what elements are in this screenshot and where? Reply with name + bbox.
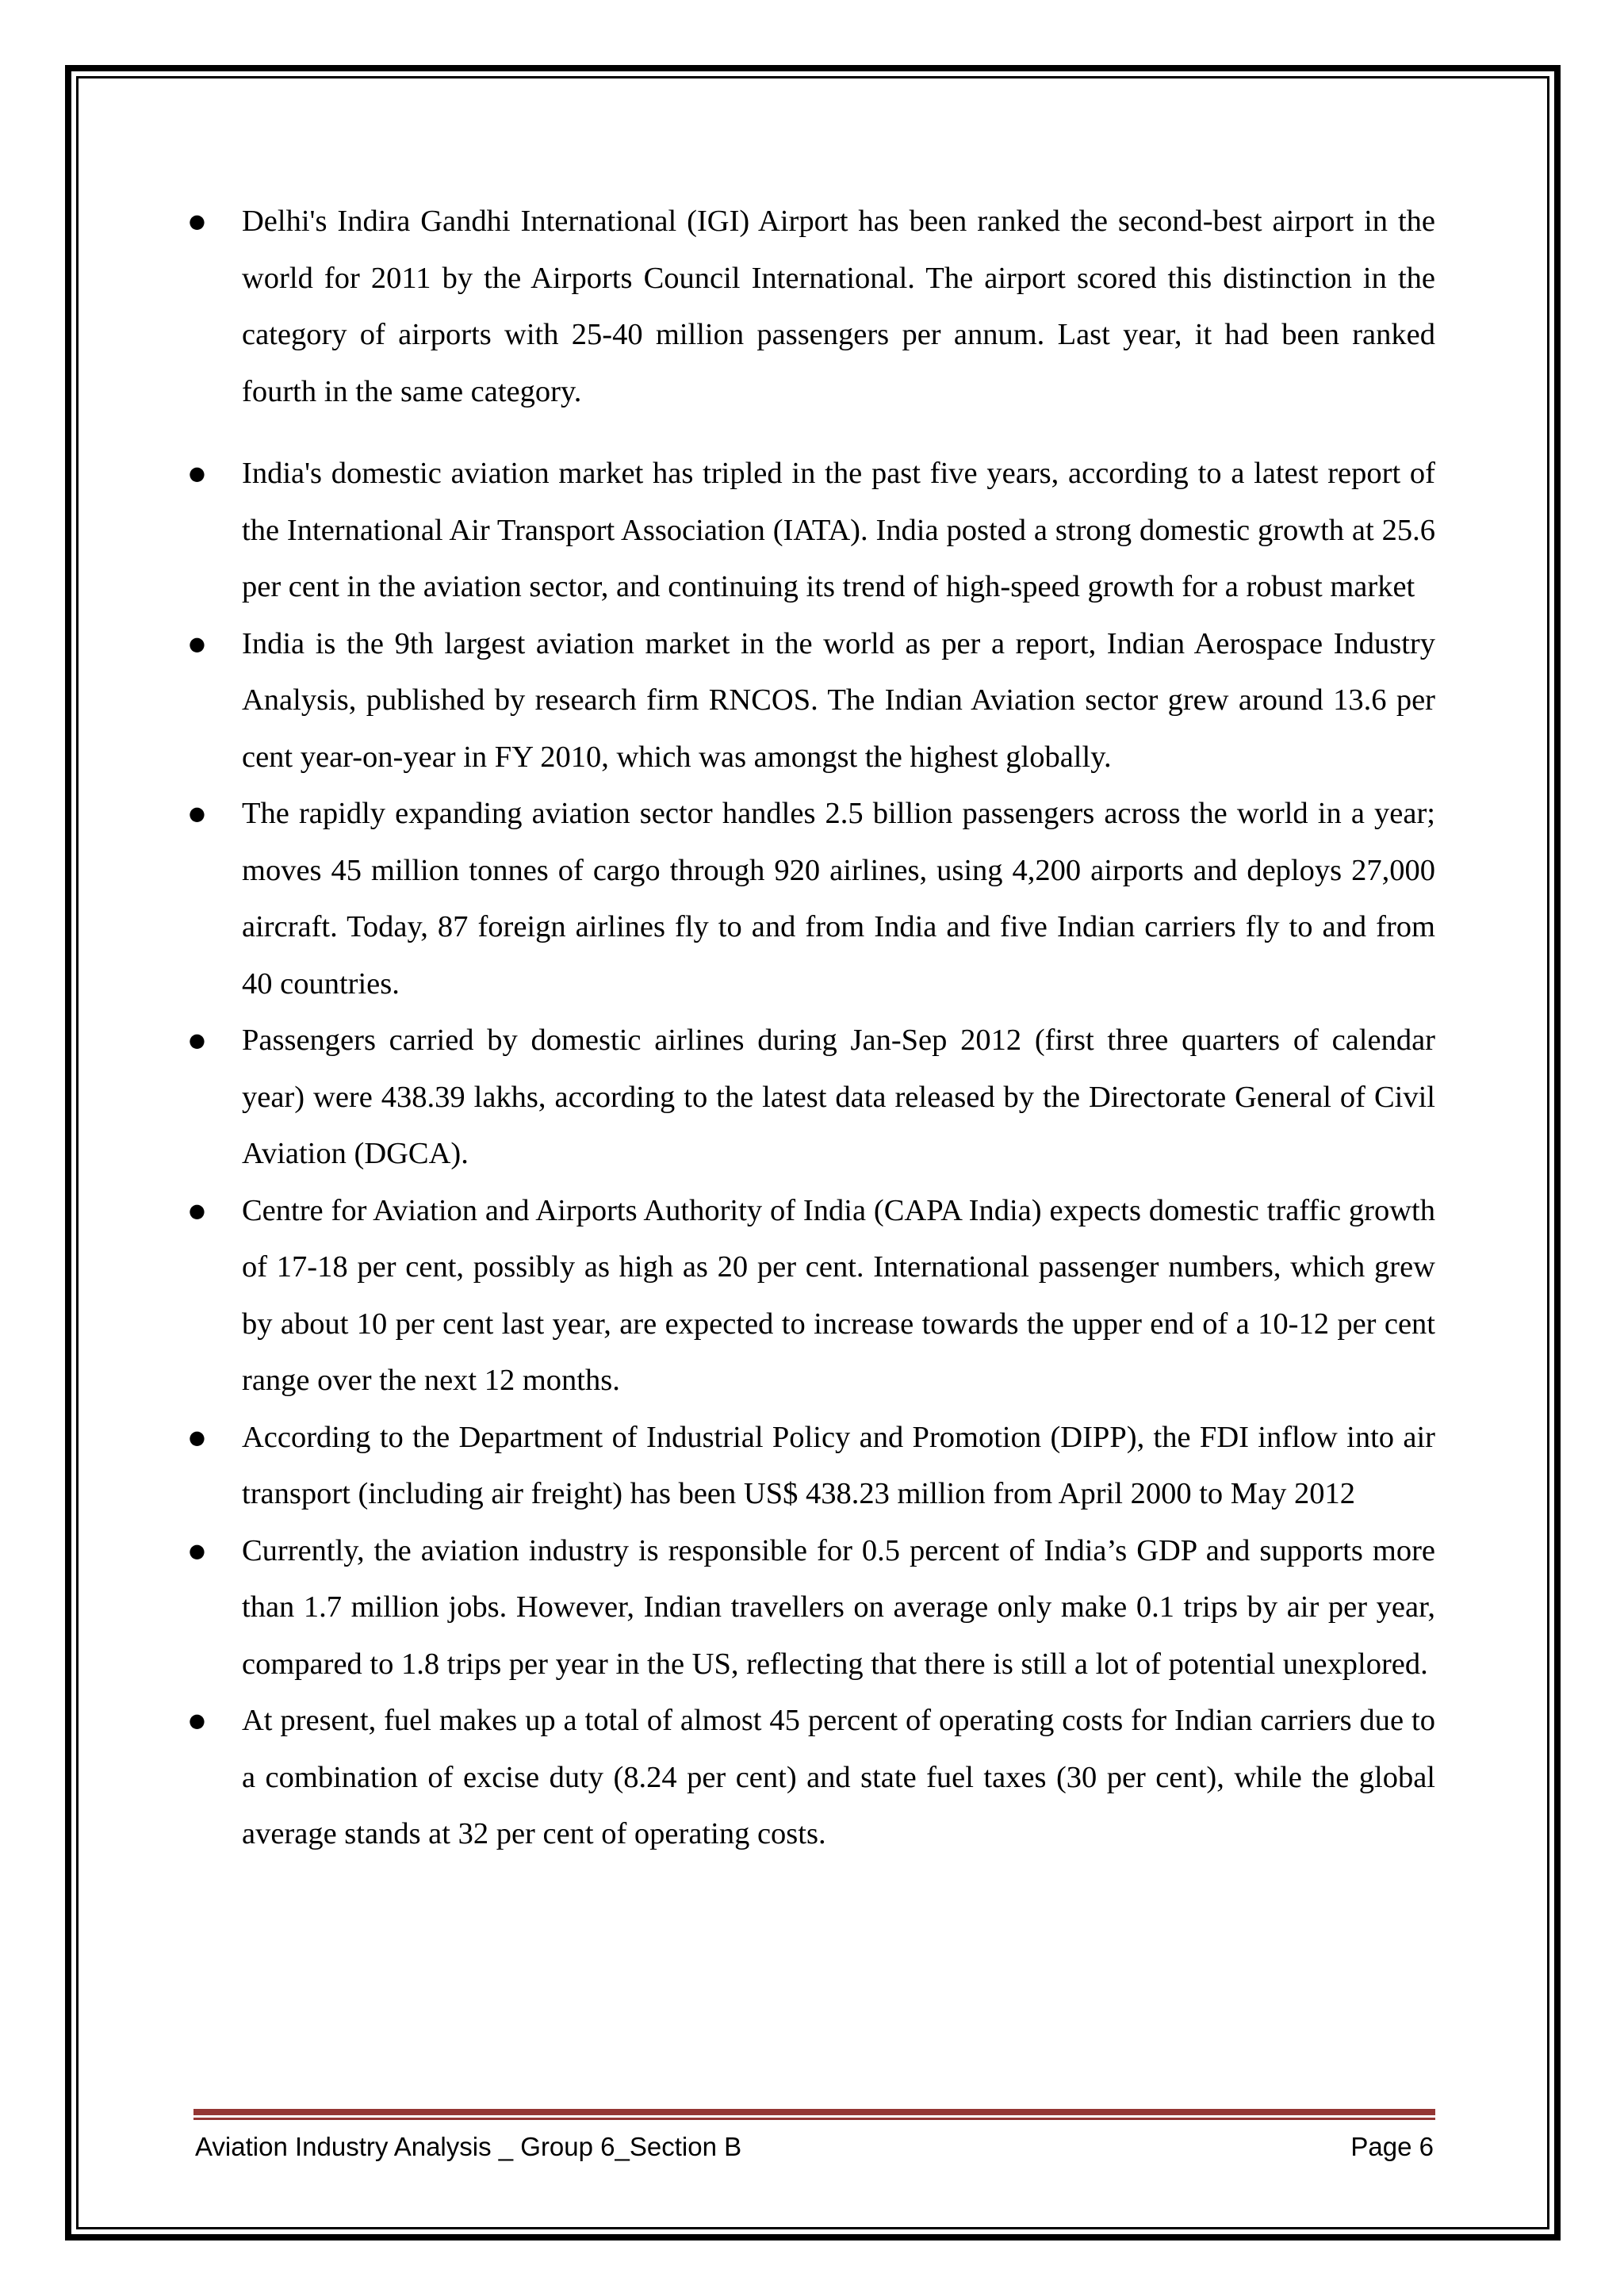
- bullet-icon: ●: [189, 1199, 205, 1222]
- list-item-text: India's domestic aviation market has tripled in the past five years, according to a latest report of the International Air Transport Association (IATA). India posted a strong domestic growth at 25.6 per cent in the aviation sector, and continuing its trend of high-speed growth for a robust market: [242, 457, 1435, 603]
- bullet-icon: ●: [189, 802, 205, 825]
- list-item: [189, 1012, 1435, 1183]
- page-number: Page 6: [1350, 2132, 1434, 2161]
- bullet-icon: ●: [189, 1539, 205, 1562]
- list-item: [189, 616, 1435, 786]
- list-item: [189, 1693, 1435, 1863]
- list-item-text: Centre for Aviation and Airports Authority of India (CAPA India) expects domestic traffic growth of 17-18 per cent, possibly as high as 20 per cent. International passenger numbers, which grew by about 10 per cent last year, are expected to increase towards the upper end of a 10-12 per cent range over the next 12 months.: [242, 1193, 1435, 1397]
- list-item: [189, 786, 1435, 1012]
- bullet-icon: ●: [189, 210, 205, 232]
- bullet-icon: ●: [189, 1425, 205, 1448]
- page-body: [189, 193, 1435, 1863]
- footer-rule-thick: [193, 2109, 1435, 2115]
- list-item-text: At present, fuel makes up a total of almost 45 percent of operating costs for Indian carriers due to a combination of excise duty (8.24 per cent) and state fuel taxes (30 per cent), while the global average stands at 32 per cent of operating costs.: [242, 1704, 1435, 1850]
- bullet-icon: ●: [189, 1029, 205, 1051]
- bullet-icon: ●: [189, 1709, 205, 1732]
- list-item-text: The rapidly expanding aviation sector handles 2.5 billion passengers across the world in a year; moves 45 million tonnes of cargo through 920 airlines, using 4,200 airports and deploys 27,000 aircraft. Today, 87 foreign airlines fly to and from India and five Indian carriers fly to and from 40 countries.: [242, 797, 1435, 1001]
- bullet-list: [189, 193, 1435, 1863]
- list-item: [189, 1183, 1435, 1410]
- list-item-text: According to the Department of Industrial Policy and Promotion (DIPP), the FDI inflow into air transport (including air freight) has been US$ 438.23 million from April 2000 to May 2012: [242, 1420, 1435, 1510]
- list-item: [189, 1410, 1435, 1523]
- footer-rule: [193, 2109, 1435, 2121]
- list-item-text: Passengers carried by domestic airlines during Jan-Sep 2012 (first three quarters of calendar year) were 438.39 lakhs, according to the latest data released by the Directorate General of Civil Aviation (DGCA).: [242, 1024, 1435, 1170]
- footer-rule-thin: [193, 2118, 1435, 2120]
- list-item-text: Delhi's Indira Gandhi International (IGI) Airport has been ranked the second-best airport in the world for 2011 by the Airports Council International. The airport scored this distinction in the category of airports with 25-40 million passengers per annum. Last year, it had been ranked fourth in the same category.: [242, 205, 1435, 408]
- list-item: [189, 193, 1435, 420]
- bullet-icon: ●: [189, 462, 205, 484]
- footer-title: Aviation Industry Analysis _ Group 6_Section B: [195, 2132, 742, 2161]
- list-item-text: India is the 9th largest aviation market in the world as per a report, Indian Aerospace Industry Analysis, published by research firm RNCOS. The Indian Aviation sector grew around 13.6 per cent year-on-year in FY 2010, which was amongst the highest globally.: [242, 626, 1435, 774]
- list-item: [189, 1523, 1435, 1693]
- bullet-icon: ●: [189, 632, 205, 655]
- list-item: [189, 446, 1435, 616]
- list-item-text: Currently, the aviation industry is responsible for 0.5 percent of India’s GDP and supports more than 1.7 million jobs. However, Indian travellers on average only make 0.1 trips by air per year, compared to 1.8 trips per year in the US, reflecting that there is still a lot of potential unexplored.: [242, 1533, 1435, 1681]
